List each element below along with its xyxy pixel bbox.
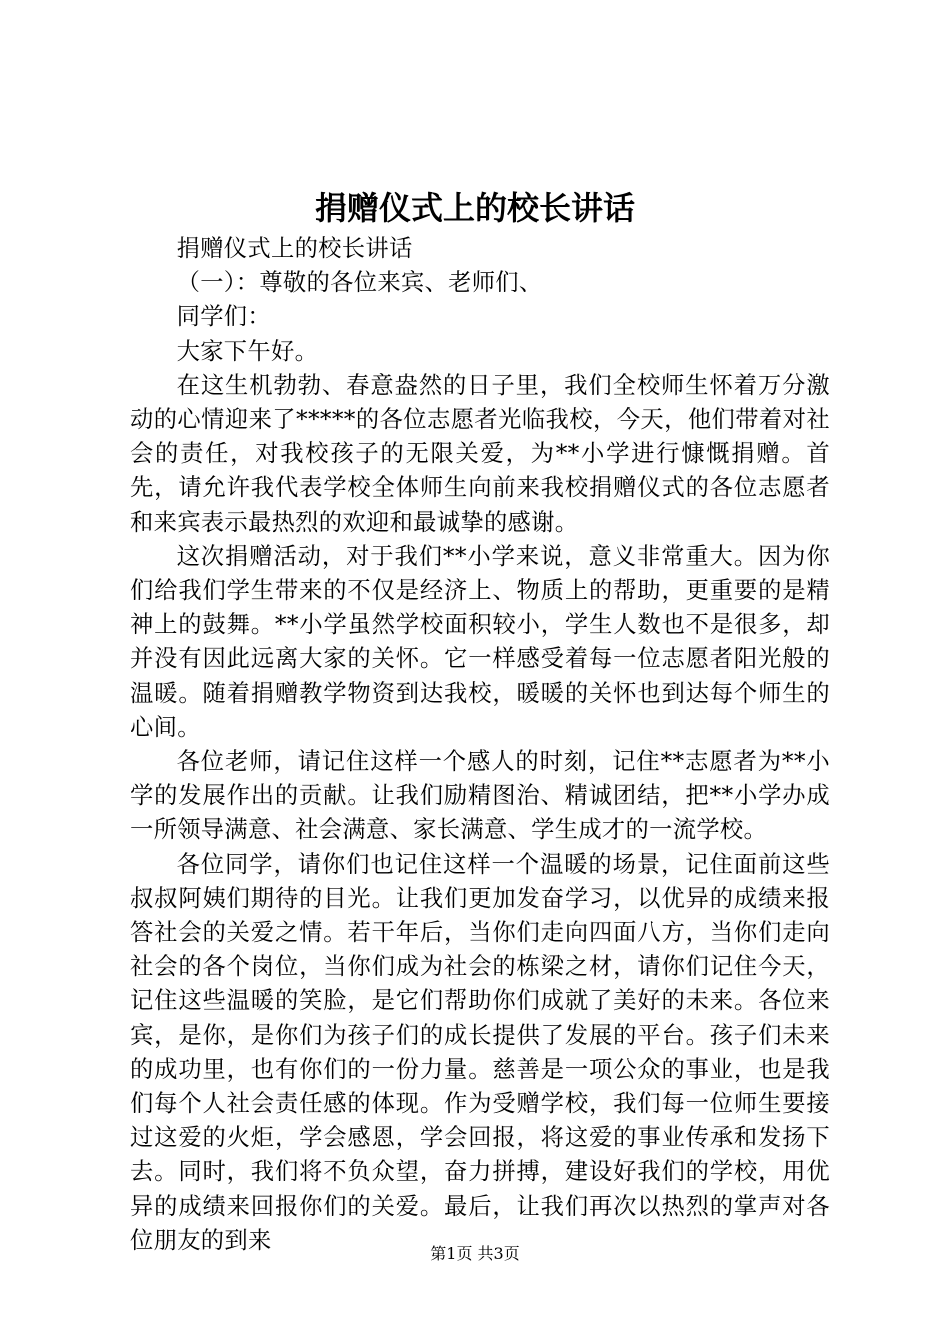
paragraph-students: 各位同学，请你们也记住这样一个温暖的场景，记住面前这些叔叔阿姨们期待的目光。让我们更加发奋学习，以优异的成绩来报答社会的关爱之情。若干年后，当你们走向四面八方，当你们走向社会的各个岗位，当你们成为社会的栋梁之材，请你们记住今天，记住这些温暖的笑脸，是它们帮助你们成就了美好的未来。各位来宾，是你，是你们为孩子们的成长提供了发展的平台。孩子们未来的成功里，也有你们的一份力量。慈善是一项公众的事业，也是我们每个人社会责任感的体现。作为受赠学校，我们每一位师生要接过这爱的火炬，学会感恩，学会回报，将这爱的事业传承和发扬下去。同时，我们将不负众望，奋力拼搏，建设好我们的学校，用优异的成绩来回报你们的关爱。最后，让我们再次以热烈的掌声对各位朋友的到来 <box>130 850 830 1254</box>
paragraph-greeting: 大家下午好。 <box>176 337 319 365</box>
page-title: 捐赠仪式上的校长讲话 <box>314 189 635 227</box>
document-body <box>130 232 830 1258</box>
paragraph-subtitle: 捐赠仪式上的校长讲话 <box>176 235 413 262</box>
paragraph-significance: 这次捐赠活动，对于我们**小学来说，意义非常重大。因为你们给我们学生带来的不仅是经济上、物质上的帮助，更重要的是精神上的鼓舞。**小学虽然学校面积较小，学生人数也不是很多，却并没有因此远离大家的关怀。它一样感受着每一位志愿者阳光般的温暖。随着捐赠教学物资到达我校，暖暖的关怀也到达每个师生的心间。 <box>130 542 830 741</box>
paragraph-section-heading: （一）：尊敬的各位来宾、老师们、 <box>176 269 543 297</box>
page-footer: 第1页 共3页 <box>430 1244 520 1263</box>
paragraph-salutation: 同学们： <box>176 303 271 331</box>
paragraph-teachers: 各位老师，请记住这样一个感人的时刻，记住**志愿者为**小学的发展作出的贡献。让我们励精图治、精诚团结，把**小学办成一所领导满意、社会满意、家长满意、学生成才的一流学校。 <box>130 748 830 844</box>
paragraph-welcome: 在这生机勃勃、春意盎然的日子里，我们全校师生怀着万分激动的心情迎来了*****的各位志愿者光临我校，今天，他们带着对社会的责任，对我校孩子的无限关爱，为**小学进行慷慨捐赠。首先，请允许我代表学校全体师生向前来我校捐赠仪式的各位志愿者和来宾表示最热烈的欢迎和最诚挚的感谢。 <box>130 371 830 536</box>
